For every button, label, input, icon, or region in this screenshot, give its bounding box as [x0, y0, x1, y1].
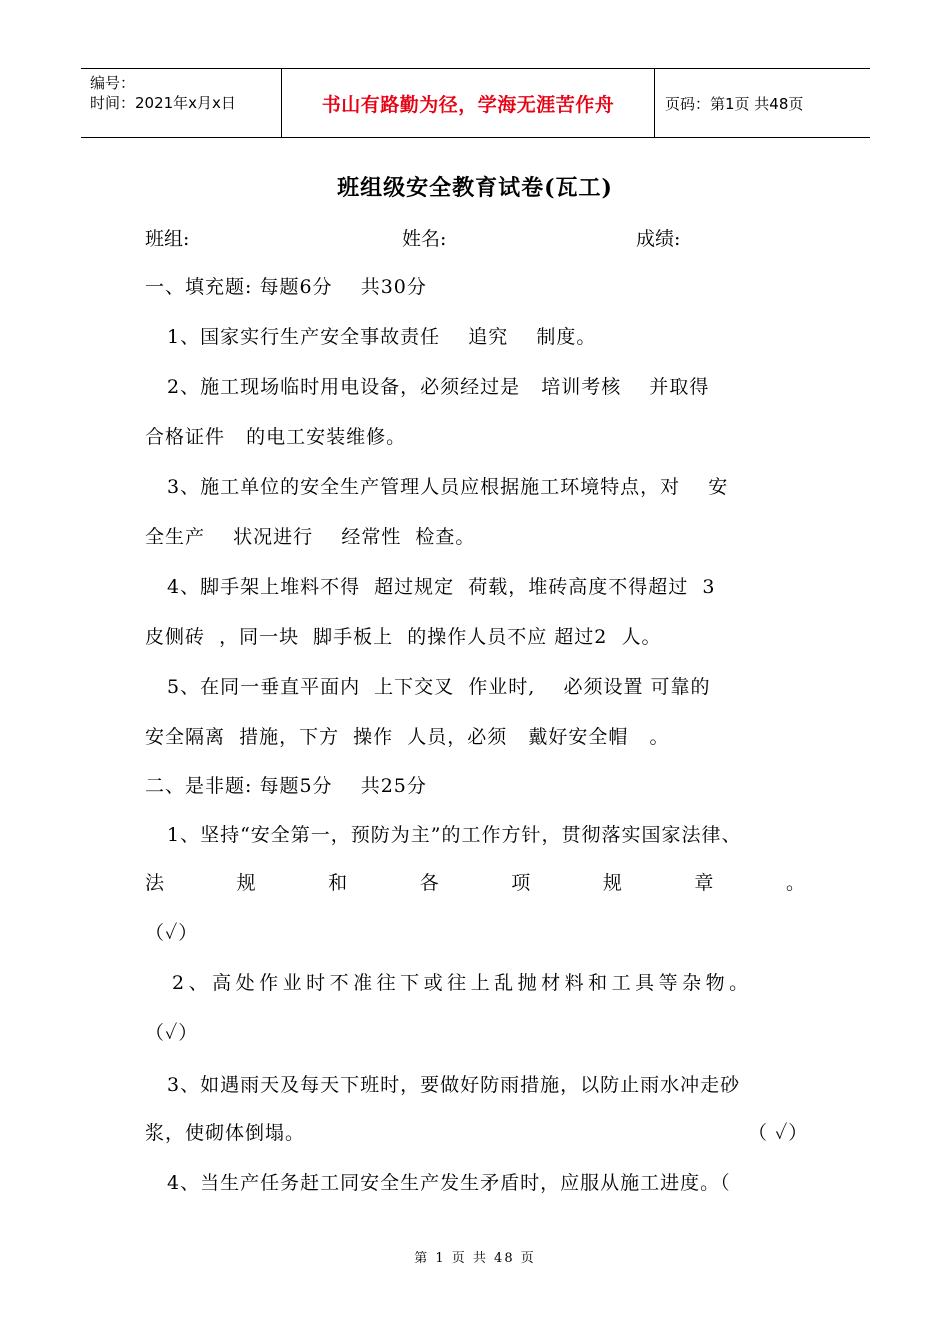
section2-heading: 二、是非题: 每题5分 共25分: [145, 775, 427, 797]
s1-q2-line2: 合格证件 的电工安装维修。: [145, 426, 407, 448]
s1-q2-line1: 2、施工现场临时用电设备，必须经过是 培训考核 并取得: [167, 376, 710, 398]
s2-q4-line1: 4、当生产任务赶工同安全生产发生矛盾时，应服从施工进度。（: [167, 1172, 731, 1194]
name-label: 姓名:: [402, 228, 447, 250]
page-title: 班组级安全教育试卷(瓦工): [337, 175, 613, 201]
s2-q1-line2: [145, 868, 805, 895]
page-info-cell: [655, 69, 870, 137]
s2-q1-word: 项: [511, 872, 531, 894]
s1-q3-line1: 3、施工单位的安全生产管理人员应根据施工环境特点，对 安: [167, 476, 729, 498]
section1-heading: 一、填充题: 每题6分 共30分: [145, 276, 427, 298]
number-label: 编号：: [90, 74, 136, 92]
header-meta-cell: [81, 69, 281, 137]
s2-q1-word: 法: [145, 872, 165, 894]
s2-q2-answer: （✓）: [145, 1022, 199, 1044]
score-label: 成绩:: [636, 228, 681, 250]
motto-text: 书山有路勤为径，学海无涯苦作舟: [321, 93, 615, 116]
header-table: [81, 68, 870, 138]
class-label: 班组:: [145, 228, 190, 250]
s2-q1-word: 规: [602, 872, 622, 894]
s1-q1: 1、国家实行生产安全事故责任 追究 制度。: [167, 326, 597, 348]
page-footer: 第 1 页 共 48 页: [414, 1251, 536, 1266]
s1-q5-line1: 5、在同一垂直平面内 上下交叉 作业时, 必须设置 可靠的: [167, 676, 711, 698]
s2-q1-answer: （✓）: [145, 922, 199, 944]
s2-q1-word: 各: [419, 872, 439, 894]
s1-q3-line2: 全生产 状况进行 经常性 检查。: [145, 526, 476, 548]
s2-q1-word: 和: [328, 872, 348, 894]
page-info: 页码：第1页 共48页: [665, 94, 804, 113]
s2-q1-word: 。: [785, 872, 805, 894]
time-label: 时间：2021年x月x日: [90, 94, 236, 112]
s2-q1-line1: 1、坚持“安全第一，预防为主”的工作方针，贯彻落实国家法律、: [167, 824, 742, 846]
motto-cell: [281, 69, 655, 137]
s1-q5-line2: 安全隔离 措施，下方 操作 人员，必须 戴好安全帽 。: [145, 726, 670, 748]
s2-q3-line2: 浆，使砌体倒塌。: [145, 1122, 306, 1144]
s2-q3-line1: 3、如遇雨天及每天下班时，要做好防雨措施，以防止雨水冲走砂: [167, 1074, 741, 1096]
s2-q2-line1: 2、高处作业时不准往下或往上乱抛材料和工具等杂物。: [172, 972, 753, 994]
s1-q4-line2: 皮侧砖 ，同一块 脚手板上 的操作人员不应 超过2 人。: [145, 626, 662, 648]
s2-q1-word: 规: [236, 872, 256, 894]
s2-q3-answer: （ ✓）: [748, 1122, 809, 1144]
s2-q1-word: 章: [694, 872, 714, 894]
s1-q4-line1: 4、脚手架上堆料不得 超过规定 荷载，堆砖高度不得超过 3: [167, 576, 716, 598]
